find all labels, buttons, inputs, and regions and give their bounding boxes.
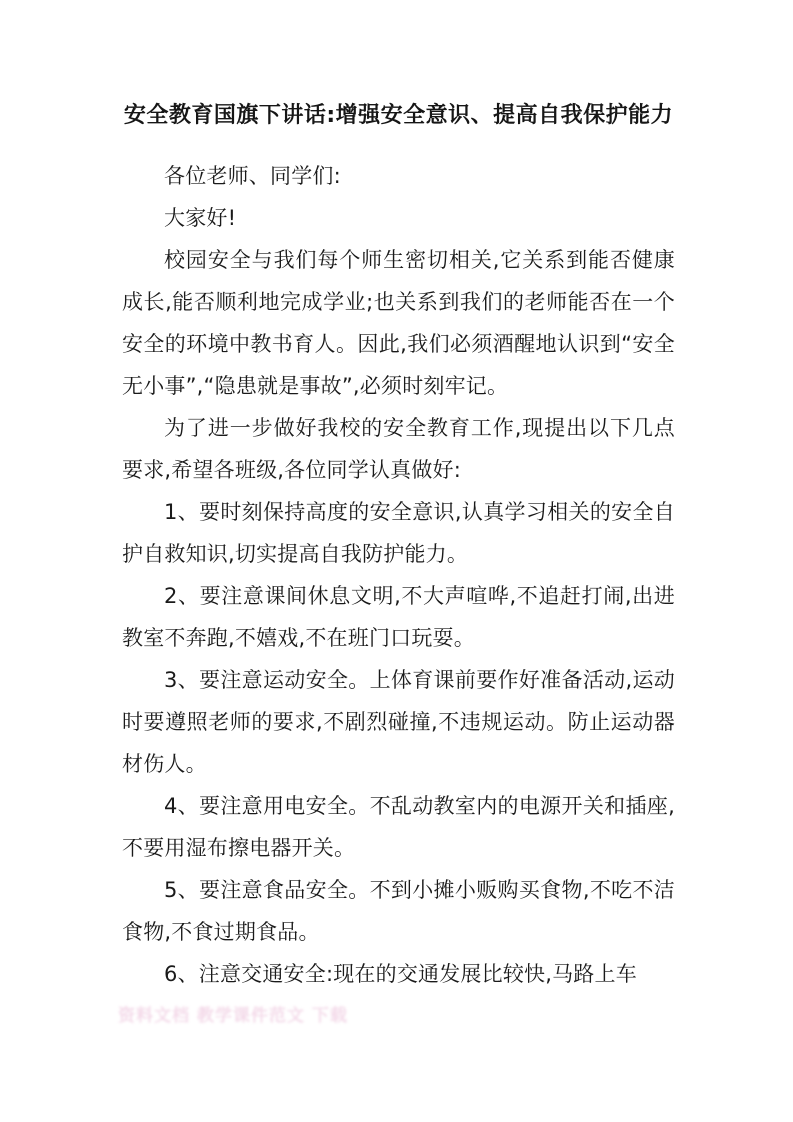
watermark-text: 资料文档 教学课件范文 下载: [118, 1006, 348, 1026]
paragraph: 2、要注意课间休息文明,不大声喧哗,不追赶打闹,出进教室不奔跑,不嬉戏,不在班门口玩耍。: [122, 584, 675, 650]
paragraph: 各位老师、同学们:: [164, 164, 341, 188]
paragraph: 4、要注意用电安全。不乱动教室内的电源开关和插座,不要用湿布擦电器开关。: [122, 794, 675, 860]
paragraph: 1、要时刻保持高度的安全意识,认真学习相关的安全自护自救知识,切实提高自我防护能力。: [122, 500, 675, 566]
paragraph: 3、要注意运动安全。上体育课前要作好准备活动,运动时要遵照老师的要求,不剧烈碰撞,不违规运动。防止运动器材伤人。: [122, 668, 675, 776]
document-body: [122, 155, 675, 995]
paragraph: 校园安全与我们每个师生密切相关,它关系到能否健康成长,能否顺利地完成学业;也关系到我们的老师能否在一个安全的环境中教书育人。因此,我们必须酒醒地认识到“安全无小事”,“隐患就是事故”,必须时刻牢记。: [122, 248, 675, 398]
paragraph: 大家好!: [164, 206, 237, 230]
paragraph: 为了进一步做好我校的安全教育工作,现提出以下几点要求,希望各班级,各位同学认真做好:: [122, 416, 675, 482]
paragraph: 5、要注意食品安全。不到小摊小贩购买食物,不吃不洁食物,不食过期食品。: [122, 878, 675, 944]
document-title: 安全教育国旗下讲话:增强安全意识、提高自我保护能力: [123, 103, 674, 128]
document-content: [122, 100, 675, 995]
paragraph: 6、注意交通安全:现在的交通发展比较快,马路上车: [164, 962, 637, 986]
